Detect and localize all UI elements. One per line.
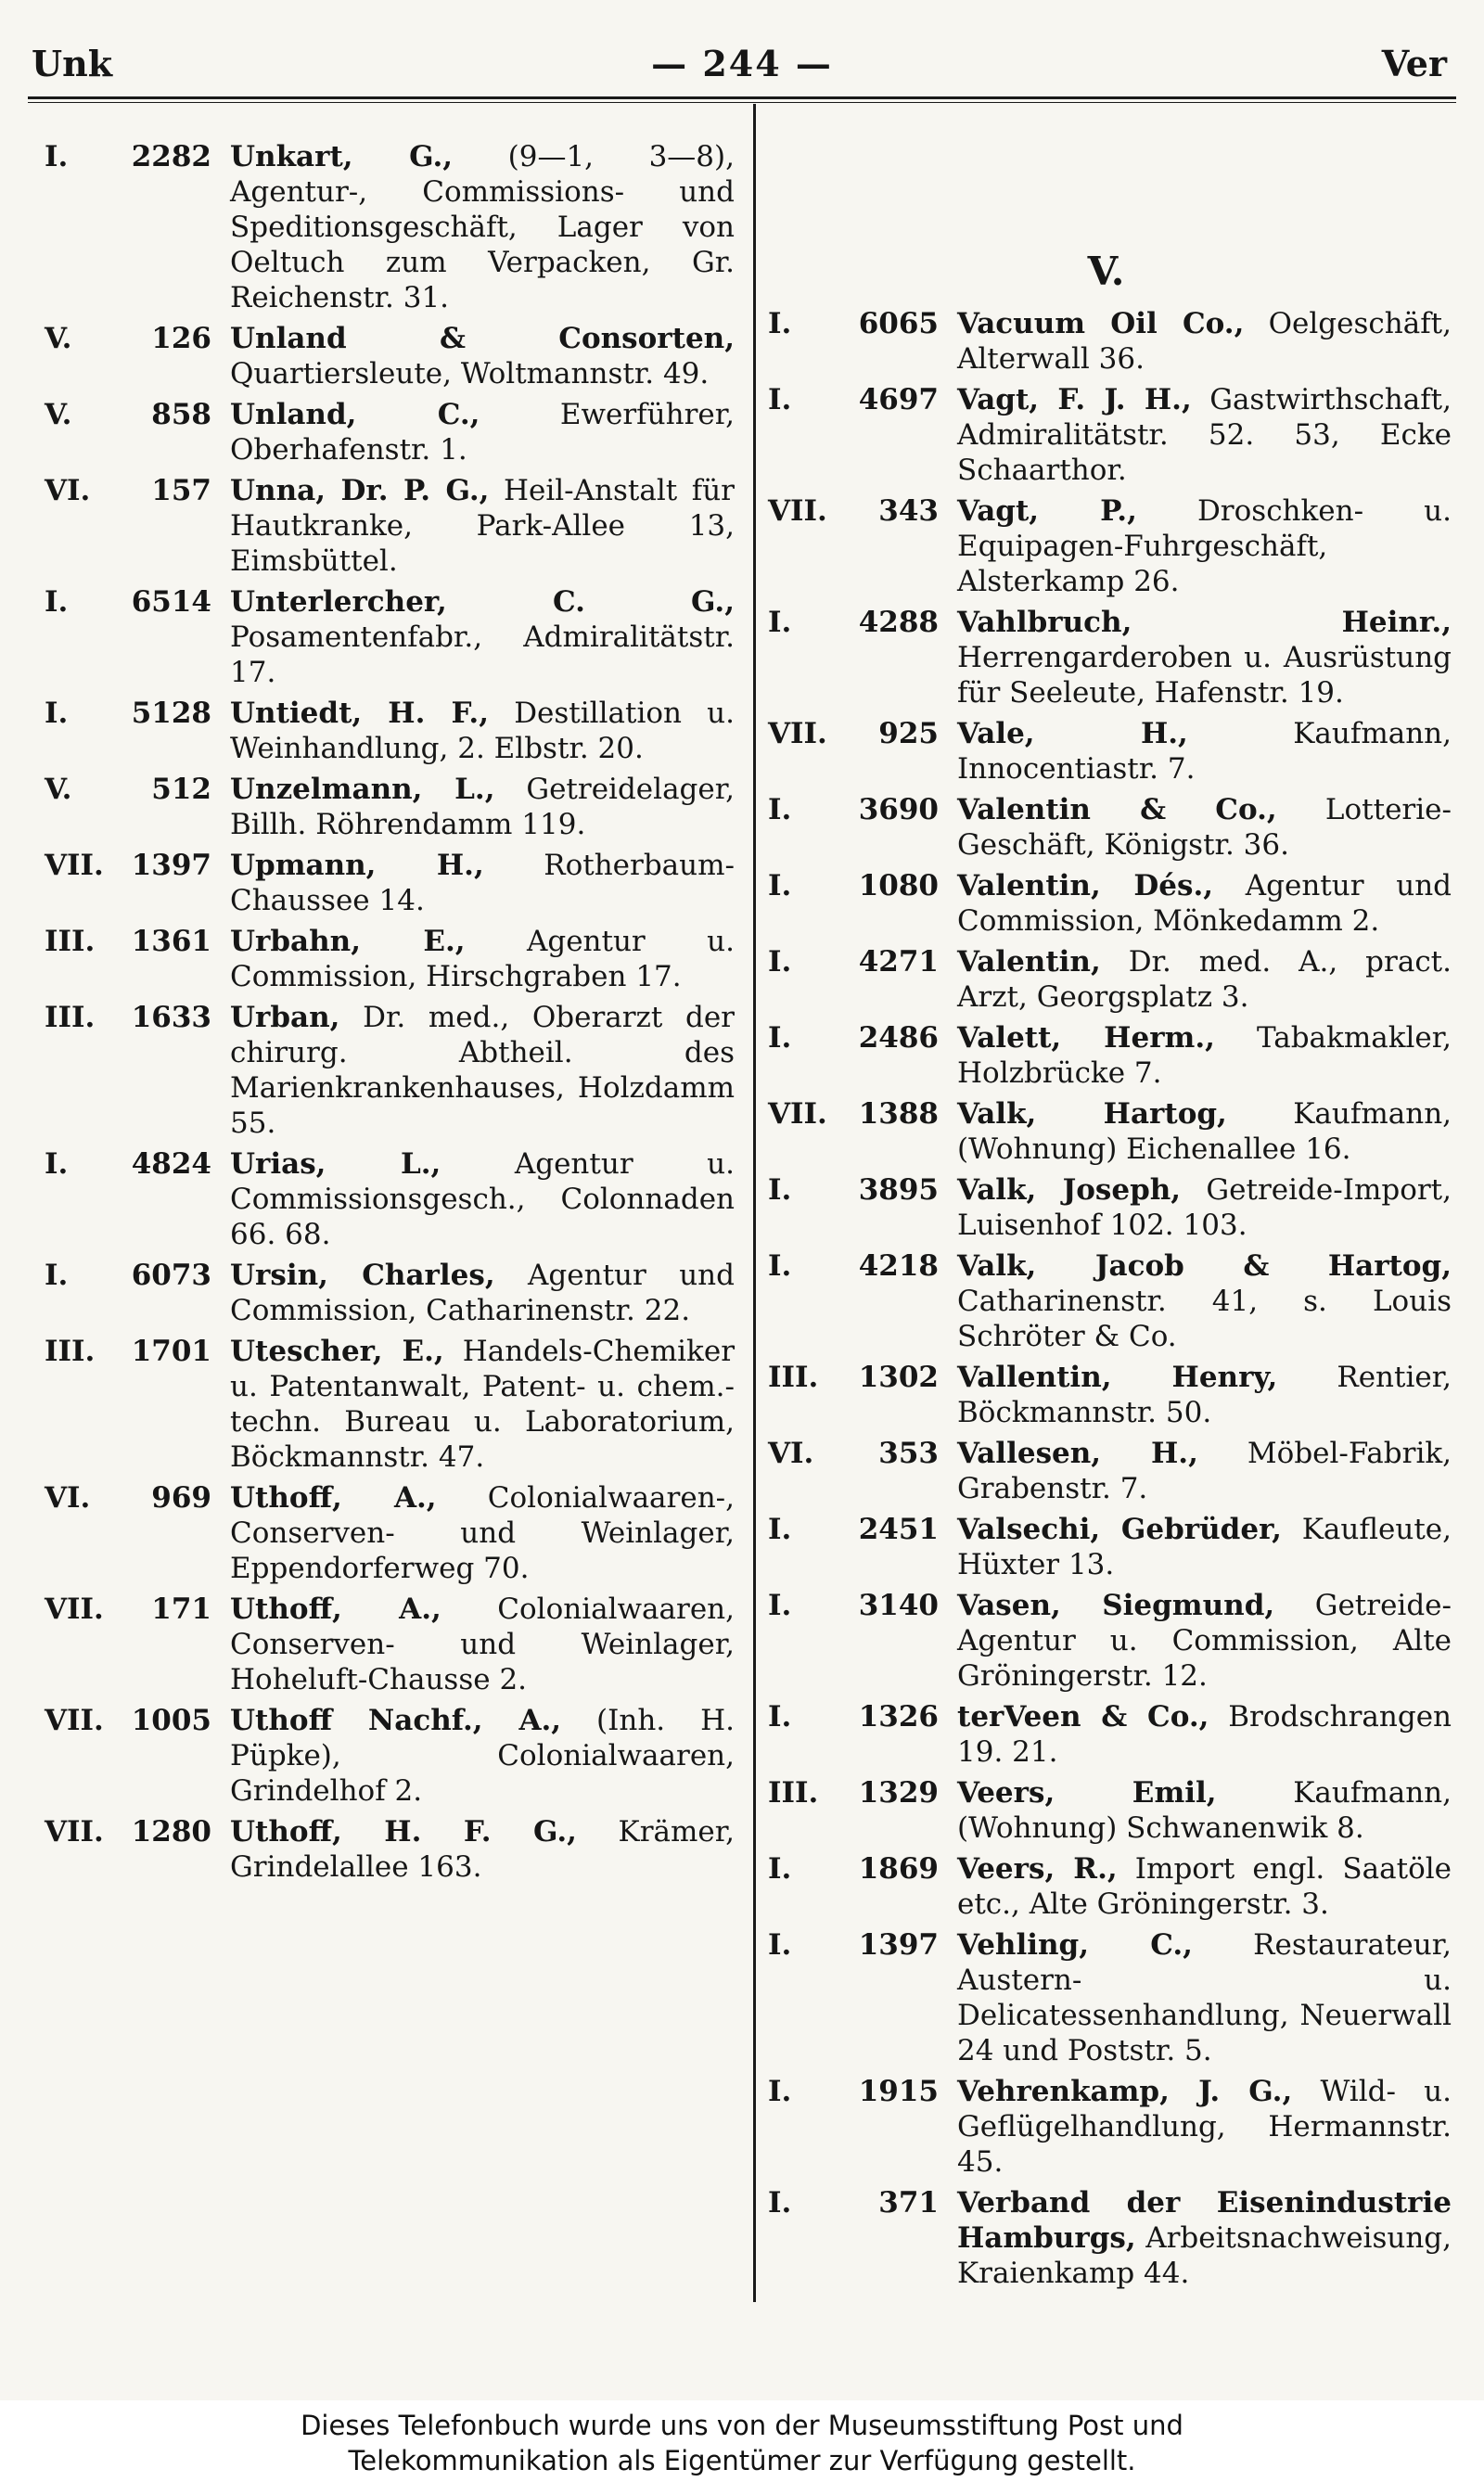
subscriber-details: Posamentenfabr., Admiralitätstr. 17. <box>230 620 735 689</box>
entry-text <box>230 584 735 690</box>
subscriber-details: Getreidelager, Billh. Röhrendamm 119. <box>230 773 736 841</box>
exchange-district: I. <box>768 2186 792 2220</box>
subscriber-name: Vacuum Oil Co., <box>957 307 1245 340</box>
entry-text <box>230 321 735 391</box>
phone-number <box>37 397 230 432</box>
subscriber-details: Colonialwaaren-, Conserven- und Weinlager, Eppendorferweg 70. <box>230 1481 735 1585</box>
subscriber-name: Vehling, C., <box>957 1928 1193 1962</box>
subscriber-details: Oelgeschäft, Alterwall 36. <box>957 307 1452 376</box>
line-number: 4824 <box>131 1147 211 1181</box>
phone-number <box>761 605 957 640</box>
subscriber-name: Vallesen, H., <box>957 1437 1198 1470</box>
subscriber-name: Urias, L., <box>230 1147 441 1181</box>
subscriber-name: Vahlbruch, Heinr., <box>957 606 1452 639</box>
exchange-district: I. <box>768 869 792 902</box>
entry-text <box>957 716 1452 787</box>
line-number: 6514 <box>131 585 211 619</box>
line-number: 2282 <box>131 140 211 173</box>
directory-entry <box>37 397 735 467</box>
directory-entry <box>37 1480 735 1586</box>
subscriber-details: Destillation u. Weinhandlung, 2. Elbstr. 20. <box>230 697 736 765</box>
directory-entry <box>37 696 735 766</box>
directory-entry <box>761 493 1452 599</box>
directory-entry <box>37 1814 735 1885</box>
exchange-district: VII. <box>45 1593 104 1626</box>
line-number: 3895 <box>858 1173 939 1207</box>
directory-entry <box>37 848 735 918</box>
directory-entry <box>761 716 1452 787</box>
subscriber-details: Lotterie-Geschäft, Königstr. 36. <box>957 793 1452 862</box>
subscriber-details: Getreide-Import, Luisenhof 102. 103. <box>957 1173 1452 1242</box>
subscriber-name: Unland, C., <box>230 398 480 431</box>
entry-text <box>957 1927 1452 2068</box>
line-number: 1915 <box>858 2075 939 2108</box>
line-number: 1388 <box>858 1097 939 1131</box>
entry-text <box>957 1436 1452 1506</box>
exchange-district: I. <box>768 1249 792 1283</box>
phone-number <box>37 1334 230 1369</box>
header-right-keyword: Ver <box>1381 43 1447 84</box>
directory-entry <box>761 1588 1452 1694</box>
subscriber-name: Valk, Joseph, <box>957 1173 1182 1207</box>
line-number: 4271 <box>858 945 939 979</box>
exchange-district: I. <box>768 606 792 639</box>
line-number: 6073 <box>131 1259 211 1292</box>
entry-text <box>957 1851 1452 1922</box>
exchange-district: I. <box>45 1147 69 1181</box>
line-number: 1701 <box>131 1335 211 1368</box>
subscriber-details: Kaufleute, Hüxter 13. <box>957 1513 1452 1581</box>
entry-text <box>230 397 735 467</box>
line-number: 6065 <box>858 307 939 340</box>
exchange-district: VI. <box>768 1437 814 1470</box>
subscriber-details: Krämer, Grindelallee 163. <box>230 1815 735 1884</box>
phone-number <box>37 1480 230 1516</box>
exchange-district: I. <box>45 697 69 730</box>
entry-text <box>230 1146 735 1252</box>
line-number: 1361 <box>131 925 211 958</box>
exchange-district: I. <box>768 1700 792 1734</box>
phone-number <box>761 1588 957 1623</box>
phone-number <box>761 306 957 341</box>
subscriber-details: Droschken- u. Equipagen-Fuhrgeschäft, Alsterkamp 26. <box>957 494 1452 598</box>
subscriber-name: Unzelmann, L., <box>230 773 495 806</box>
phone-number <box>761 1020 957 1055</box>
phone-number <box>761 1096 957 1132</box>
subscriber-details: Agentur u. Commissionsgesch., Colonnaden 66. 68. <box>230 1147 735 1251</box>
entry-text <box>230 772 735 842</box>
phone-number <box>37 139 230 174</box>
directory-entry <box>761 1248 1452 1354</box>
line-number: 1302 <box>858 1361 939 1394</box>
subscriber-details: Agentur und Commission, Mönkedamm 2. <box>957 869 1452 938</box>
entry-text <box>957 1020 1452 1091</box>
entry-text <box>230 1592 735 1697</box>
phone-number <box>761 1775 957 1810</box>
phone-number <box>761 868 957 903</box>
directory-entry <box>761 605 1452 710</box>
exchange-district: III. <box>45 1001 96 1034</box>
subscriber-details: Möbel-Fabrik, Grabenstr. 7. <box>957 1437 1452 1505</box>
exchange-district: I. <box>768 1589 792 1622</box>
subscriber-name: Vallentin, Henry, <box>957 1361 1278 1394</box>
subscriber-name: Vagt, P., <box>957 494 1137 528</box>
line-number: 925 <box>878 717 939 750</box>
directory-entry <box>761 2074 1452 2180</box>
directory-entry <box>761 1360 1452 1430</box>
entry-text <box>957 382 1452 488</box>
directory-entry <box>37 1592 735 1697</box>
exchange-district: I. <box>768 793 792 826</box>
entry-text <box>957 1248 1452 1354</box>
footer-line-2: Telekommunikation als Eigentümer zur Verfügung gestellt. <box>348 2445 1136 2476</box>
column-divider <box>753 104 756 2302</box>
entry-text <box>957 1699 1452 1770</box>
directory-entry <box>37 772 735 842</box>
subscriber-name: Vehrenkamp, J. G., <box>957 2075 1293 2108</box>
line-number: 4697 <box>858 383 939 416</box>
line-number: 3690 <box>858 793 939 826</box>
phone-number <box>761 716 957 751</box>
subscriber-details: Agentur und Commission, Catharinenstr. 22. <box>230 1259 735 1327</box>
exchange-district: VII. <box>768 494 827 528</box>
entry-text <box>230 1258 735 1328</box>
exchange-district: I. <box>45 1259 69 1292</box>
subscriber-details: Arbeitsnachweisung, Kraienkamp 44. <box>957 2221 1452 2290</box>
directory-entry <box>37 1146 735 1252</box>
page-header <box>28 37 1456 93</box>
exchange-district: III. <box>45 1335 96 1368</box>
phone-number <box>761 2185 957 2220</box>
subscriber-details: Tabakmakler, Holzbrücke 7. <box>957 1021 1452 1090</box>
subscriber-details: Getreide-Agentur u. Commission, Alte Gröningerstr. 12. <box>957 1589 1452 1693</box>
subscriber-name: Unkart, G., <box>230 140 454 173</box>
subscriber-details: Colonialwaaren, Conserven- und Weinlager, Hoheluft-Chausse 2. <box>230 1593 735 1696</box>
exchange-district: VII. <box>45 849 104 882</box>
exchange-district: VII. <box>768 1097 827 1131</box>
subscriber-details: Restaurateur, Austern- u. Delicatessenhandlung, Neuerwall 24 und Poststr. 5. <box>957 1928 1452 2067</box>
entry-text <box>957 1512 1452 1582</box>
entry-text <box>957 944 1452 1015</box>
exchange-district: VII. <box>45 1815 104 1849</box>
exchange-district: VII. <box>45 1704 104 1737</box>
subscriber-name: Unterlercher, C. G., <box>230 585 735 619</box>
subscriber-name: Utescher, E., <box>230 1335 444 1368</box>
subscriber-name: Valentin & Co., <box>957 793 1277 826</box>
entry-text <box>957 1172 1452 1243</box>
line-number: 1280 <box>131 1815 211 1849</box>
phone-number <box>761 1851 957 1887</box>
line-number: 353 <box>878 1437 939 1470</box>
directory-entry <box>37 321 735 391</box>
exchange-district: III. <box>768 1776 819 1810</box>
line-number: 858 <box>151 398 211 431</box>
phone-number <box>37 473 230 508</box>
line-number: 3140 <box>858 1589 939 1622</box>
phone-number <box>37 696 230 731</box>
directory-entry <box>37 924 735 994</box>
subscriber-details: Catharinenstr. 41, s. Louis Schröter & Co. <box>957 1285 1452 1353</box>
phone-number <box>761 1172 957 1208</box>
subscriber-name: Uthoff Nachf., A., <box>230 1704 562 1737</box>
line-number: 1329 <box>858 1776 939 1810</box>
entry-text <box>230 1334 735 1475</box>
exchange-district: I. <box>45 585 69 619</box>
phone-number <box>37 848 230 883</box>
line-number: 5128 <box>131 697 211 730</box>
directory-entry <box>761 306 1452 377</box>
subscriber-name: Untiedt, H. F., <box>230 697 489 730</box>
line-number: 4288 <box>858 606 939 639</box>
line-number: 4218 <box>858 1249 939 1283</box>
phone-number <box>761 1512 957 1547</box>
entry-text <box>957 1775 1452 1846</box>
subscriber-name: Urbahn, E., <box>230 925 466 958</box>
entry-text <box>230 848 735 918</box>
directory-entry <box>37 584 735 690</box>
exchange-district: VI. <box>45 1481 91 1515</box>
entry-text <box>957 1096 1452 1167</box>
line-number: 1397 <box>858 1928 939 1962</box>
phone-number <box>761 1248 957 1284</box>
subscriber-details: Heil-Anstalt für Hautkranke, Park-Allee 13, Eimsbüttel. <box>230 474 735 578</box>
directory-entry <box>761 1512 1452 1582</box>
subscriber-name: Valk, Hartog, <box>957 1097 1227 1131</box>
phone-number <box>37 924 230 959</box>
line-number: 2451 <box>858 1513 939 1546</box>
subscriber-details: Kaufmann, Innocentiastr. 7. <box>957 717 1452 786</box>
header-rule-thin <box>28 102 1456 103</box>
header-rule <box>28 96 1456 99</box>
line-number: 371 <box>878 2186 939 2220</box>
exchange-district: VI. <box>45 474 91 507</box>
entry-text <box>957 1360 1452 1430</box>
phone-number <box>761 2074 957 2109</box>
subscriber-name: Verband der Eisenindustrie Hamburgs, <box>957 2186 1452 2255</box>
directory-entry <box>761 2185 1452 2291</box>
directory-entry <box>761 1775 1452 1846</box>
exchange-district: I. <box>768 945 792 979</box>
section-letter: V. <box>1087 249 1125 294</box>
subscriber-details: Rentier, Böckmannstr. 50. <box>957 1361 1452 1429</box>
directory-entry <box>761 944 1452 1015</box>
phone-number <box>761 944 957 979</box>
exchange-district: I. <box>768 307 792 340</box>
entry-text <box>957 2074 1452 2180</box>
footer-line-1: Dieses Telefonbuch wurde uns von der Museumsstiftung Post und <box>301 2410 1183 2441</box>
subscriber-name: Unna, Dr. P. G., <box>230 474 490 507</box>
entry-text <box>957 792 1452 863</box>
exchange-district: VII. <box>768 717 827 750</box>
line-number: 1633 <box>131 1001 211 1034</box>
line-number: 157 <box>151 474 211 507</box>
phone-number <box>761 493 957 529</box>
subscriber-details: Gastwirthschaft, Admiralitätstr. 52. 53, Ecke Schaarthor. <box>957 383 1452 487</box>
subscriber-name: Uthoff, A., <box>230 1481 437 1515</box>
exchange-district: V. <box>45 322 72 355</box>
subscriber-details: Wild- u. Geflügelhandlung, Hermannstr. 45. <box>957 2075 1452 2179</box>
exchange-district: I. <box>768 1021 792 1055</box>
subscriber-details: Ewerführer, Oberhafenstr. 1. <box>230 398 736 467</box>
subscriber-name: Veers, Emil, <box>957 1776 1217 1810</box>
phone-number <box>761 1699 957 1734</box>
subscriber-name: Vale, H., <box>957 717 1188 750</box>
directory-entry <box>761 1699 1452 1770</box>
subscriber-details: (9—1, 3—8), Agentur-, Commissions- und Speditionsgeschäft, Lager von Oeltuch zum Verpacken, Gr. Reichenstr. 31. <box>230 140 735 314</box>
subscriber-details: Kaufmann, (Wohnung) Schwanenwik 8. <box>957 1776 1452 1845</box>
phone-number <box>37 1814 230 1849</box>
exchange-district: I. <box>768 1173 792 1207</box>
directory-entry <box>37 139 735 315</box>
subscriber-details: Agentur u. Commission, Hirschgraben 17. <box>230 925 735 993</box>
line-number: 1397 <box>131 849 211 882</box>
directory-entry <box>37 1258 735 1328</box>
entry-text <box>957 2185 1452 2291</box>
entry-text <box>957 605 1452 710</box>
exchange-district: III. <box>768 1361 819 1394</box>
directory-entry <box>761 1436 1452 1506</box>
entry-text <box>230 696 735 766</box>
directory-entry <box>761 1096 1452 1167</box>
exchange-district: I. <box>768 1513 792 1546</box>
directory-entry <box>761 382 1452 488</box>
subscriber-name: Ursin, Charles, <box>230 1259 495 1292</box>
exchange-district: III. <box>45 925 96 958</box>
exchange-district: V. <box>45 398 72 431</box>
subscriber-name: Vasen, Siegmund, <box>957 1589 1275 1622</box>
phone-number <box>37 1258 230 1293</box>
subscriber-name: Urban, <box>230 1001 340 1034</box>
line-number: 1869 <box>858 1852 939 1886</box>
line-number: 126 <box>151 322 211 355</box>
phone-number <box>37 1000 230 1035</box>
subscriber-name: Upmann, H., <box>230 849 484 882</box>
directory-entry <box>37 1000 735 1141</box>
exchange-district: I. <box>768 1928 792 1962</box>
phone-number <box>37 584 230 620</box>
directory-entry <box>37 473 735 579</box>
subscriber-details: Dr. med., Oberarzt der chirurg. Abtheil. des Marienkrankenhauses, Holzdamm 55. <box>230 1001 736 1140</box>
phone-number <box>37 1592 230 1627</box>
subscriber-name: Valentin, Dés., <box>957 869 1214 902</box>
directory-entry <box>761 1172 1452 1243</box>
phone-number <box>761 1436 957 1471</box>
entry-text <box>230 1703 735 1809</box>
line-number: 2486 <box>858 1021 939 1055</box>
subscriber-name: Valett, Herm., <box>957 1021 1215 1055</box>
subscriber-details: (Inh. H. Püpke), Colonialwaaren, Grindelhof 2. <box>230 1704 735 1808</box>
subscriber-details: Quartiersleute, Woltmannstr. 49. <box>230 357 710 390</box>
phone-number <box>761 1927 957 1963</box>
directory-entry <box>761 792 1452 863</box>
line-number: 1326 <box>858 1700 939 1734</box>
exchange-district: I. <box>768 383 792 416</box>
entry-text <box>957 306 1452 377</box>
entry-text <box>230 1814 735 1885</box>
phone-number <box>761 382 957 417</box>
directory-entry <box>761 1927 1452 2068</box>
directory-entry <box>37 1703 735 1809</box>
subscriber-name: Veers, R., <box>957 1852 1118 1886</box>
subscriber-name: Uthoff, A., <box>230 1593 441 1626</box>
subscriber-name: Vagt, F. J. H., <box>957 383 1192 416</box>
subscriber-name: Valentin, <box>957 945 1101 979</box>
phone-number <box>37 1703 230 1738</box>
exchange-district: I. <box>45 140 69 173</box>
subscriber-details: Brodschrangen 19. 21. <box>957 1700 1452 1769</box>
phone-number <box>761 1360 957 1395</box>
subscriber-details: Dr. med. A., pract. Arzt, Georgsplatz 3. <box>957 945 1452 1014</box>
line-number: 1005 <box>131 1704 211 1737</box>
directory-entry <box>761 1020 1452 1091</box>
subscriber-name: Uthoff, H. F. G., <box>230 1815 577 1849</box>
entry-text <box>957 493 1452 599</box>
phone-number <box>37 772 230 807</box>
right-column <box>761 306 1452 2296</box>
directory-entry <box>761 1851 1452 1922</box>
page-number: — 244 — <box>651 43 833 84</box>
phone-number <box>761 792 957 827</box>
entry-text <box>230 924 735 994</box>
subscriber-name: Valk, Jacob & Hartog, <box>957 1249 1452 1283</box>
phone-number <box>37 321 230 356</box>
subscriber-details: Rotherbaum-Chaussee 14. <box>230 849 736 917</box>
header-left-keyword: Unk <box>32 43 113 84</box>
subscriber-name: terVeen & Co., <box>957 1700 1209 1734</box>
subscriber-details: Herrengarderoben u. Ausrüstung für Seeleute, Hafenstr. 19. <box>957 641 1452 710</box>
entry-text <box>230 139 735 315</box>
exchange-district: V. <box>45 773 72 806</box>
entry-text <box>230 1000 735 1141</box>
exchange-district: I. <box>768 2075 792 2108</box>
line-number: 1080 <box>858 869 939 902</box>
line-number: 512 <box>151 773 211 806</box>
entry-text <box>957 1588 1452 1694</box>
subscriber-name: Unland & Consorten, <box>230 322 735 355</box>
entry-text <box>230 473 735 579</box>
line-number: 343 <box>878 494 939 528</box>
exchange-district: I. <box>768 1852 792 1886</box>
entry-text <box>957 868 1452 939</box>
left-column <box>37 139 735 1890</box>
subscriber-details: Import engl. Saatöle etc., Alte Gröningerstr. 3. <box>957 1852 1452 1921</box>
subscriber-details: Kaufmann, (Wohnung) Eichenallee 16. <box>957 1097 1452 1166</box>
directory-entry <box>761 868 1452 939</box>
directory-entry <box>37 1334 735 1475</box>
line-number: 969 <box>151 1481 211 1515</box>
subscriber-details: Handels-Chemiker u. Patentanwalt, Patent- u. chem.-techn. Bureau u. Laboratorium, Böckmannstr. 47. <box>230 1335 736 1474</box>
phone-number <box>37 1146 230 1182</box>
footer-notice <box>0 2408 1484 2478</box>
line-number: 171 <box>151 1593 211 1626</box>
subscriber-name: Valsechi, Gebrüder, <box>957 1513 1282 1546</box>
entry-text <box>230 1480 735 1586</box>
